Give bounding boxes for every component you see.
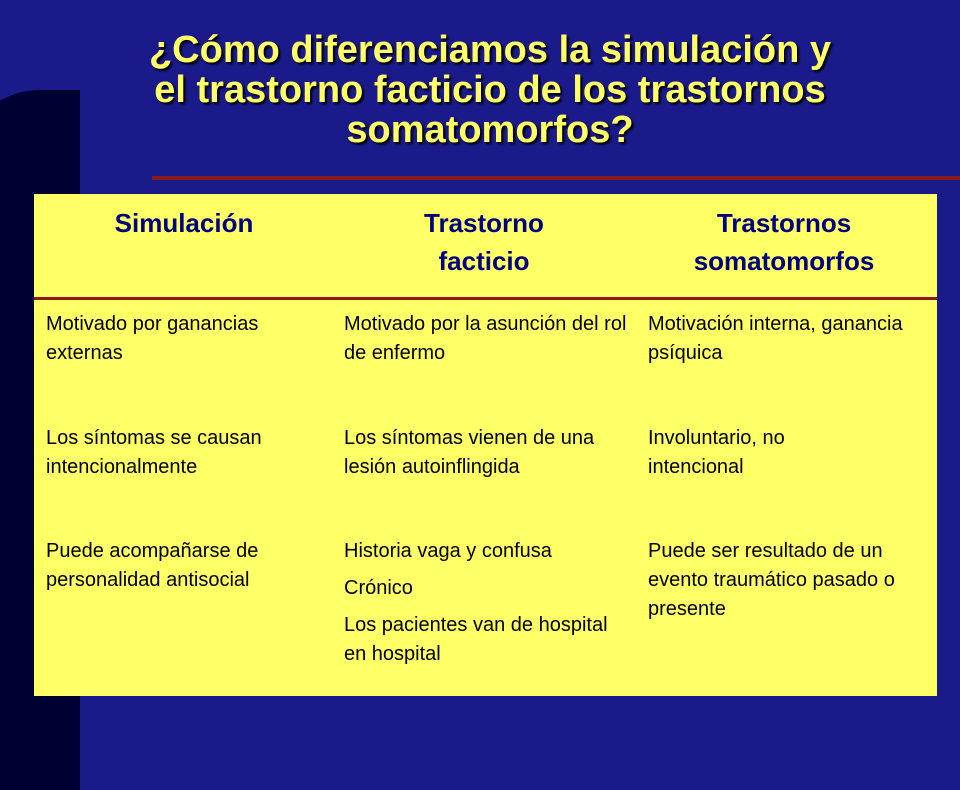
header-trastorno-facticio: Trastorno facticio <box>424 208 544 276</box>
title-line-1: ¿Cómo diferenciamos la simulación y <box>148 29 832 71</box>
slide-title <box>40 30 940 150</box>
table-cell: Involuntario, no intencional <box>648 427 785 478</box>
table-cell: Historia vaga y confusa Crónico Los pacientes van de hospital en hospital <box>344 540 608 665</box>
table-header-row <box>34 194 937 300</box>
title-divider <box>152 176 960 180</box>
title-line-2: el trastorno facticio de los trastornos <box>154 69 826 111</box>
table-cell: Puede ser resultado de un evento traumático pasado o presente <box>648 540 895 620</box>
table-cell: Los síntomas se causan intencionalmente <box>46 427 262 478</box>
header-simulacion: Simulación <box>114 208 254 238</box>
table-cell: Motivado por la asunción del rol de enfermo <box>344 313 627 364</box>
table-cell: Motivado por ganancias externas <box>46 313 259 364</box>
title-line-3: somatomorfos? <box>346 109 634 151</box>
header-trastornos-somatomorfos: Trastornos somatomorfos <box>693 208 875 276</box>
table-cell: Motivación interna, ganancia psíquica <box>648 313 903 364</box>
table-cell: Los síntomas vienen de una lesión autoinflingida <box>344 427 595 478</box>
comparison-table <box>34 194 937 696</box>
table-cell: Puede acompañarse de personalidad antisocial <box>46 540 259 591</box>
